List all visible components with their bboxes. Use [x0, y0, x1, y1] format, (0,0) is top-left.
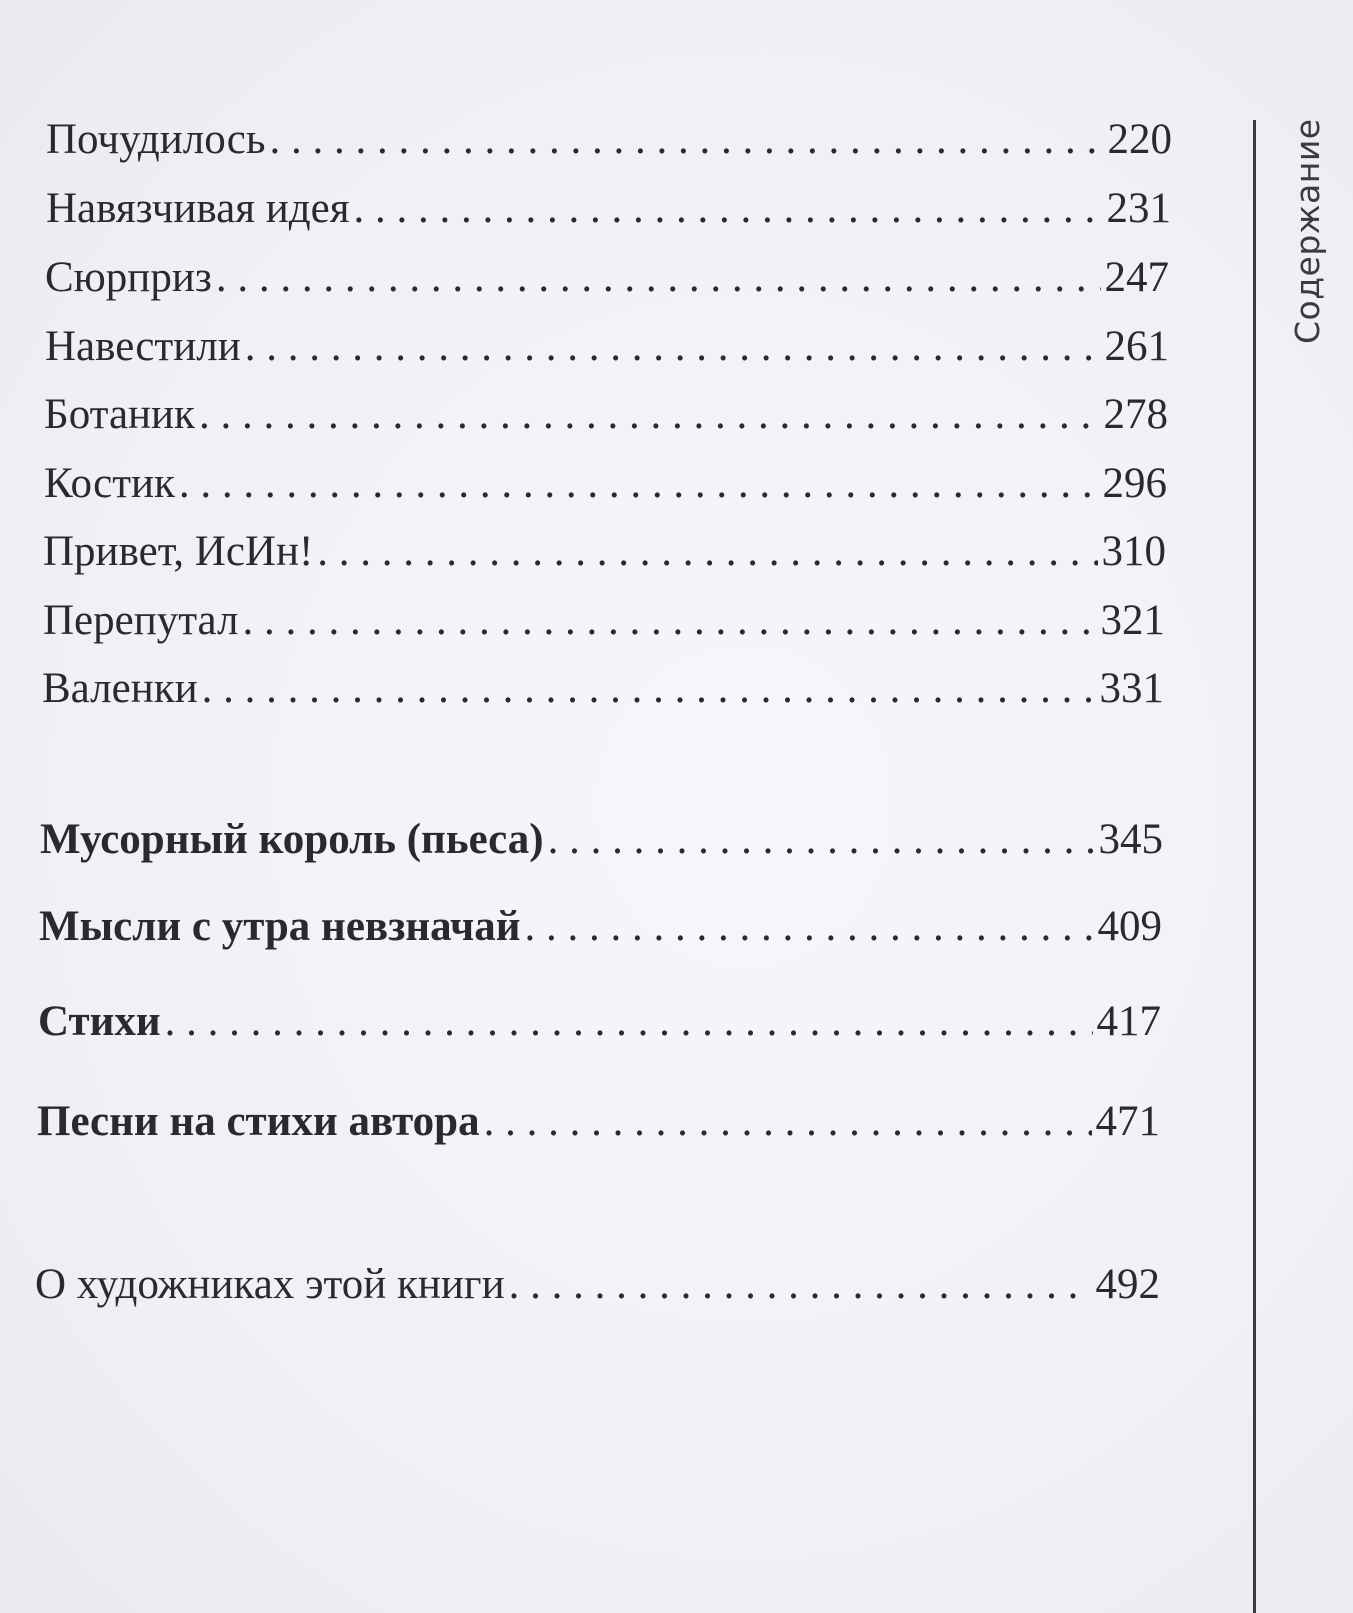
toc-entry-title: Костик	[44, 460, 175, 507]
toc-entry-section	[40, 818, 1163, 861]
toc-entry-page: 492	[1095, 1261, 1160, 1308]
dot-leader	[484, 1100, 1092, 1143]
toc-entry-title: Мысли с утра невзначай	[39, 903, 521, 950]
toc-entry-page: 321	[1100, 597, 1165, 644]
toc-entry-title: Стихи	[38, 998, 161, 1045]
toc-entry-page: 278	[1103, 391, 1168, 438]
toc-entry	[46, 118, 1172, 161]
toc-entry	[44, 393, 1168, 436]
toc-entry-page: 409	[1097, 903, 1162, 950]
toc-entry	[45, 325, 1169, 368]
toc-entry-title: Ботаник	[44, 391, 195, 438]
toc-entry-page: 247	[1104, 254, 1169, 301]
dot-leader	[269, 118, 1103, 161]
toc-entry-page: 231	[1106, 185, 1171, 232]
toc-entry	[43, 599, 1165, 642]
dot-leader	[199, 393, 1100, 436]
toc-entry	[35, 1263, 1160, 1306]
toc-entry-title: Привет, ИсИн!	[43, 528, 314, 575]
dot-leader	[179, 462, 1099, 505]
toc-entry-title: Перепутал	[43, 597, 239, 644]
toc-entry	[42, 667, 1164, 710]
dot-leader	[354, 187, 1103, 230]
toc-entry-page: 471	[1095, 1098, 1160, 1145]
toc-entry	[46, 187, 1171, 230]
toc-entry-page: 296	[1102, 460, 1167, 507]
toc-entry-title: Навестили	[45, 323, 241, 370]
toc-entry-title: Почудилось	[46, 116, 266, 163]
toc-entry-page: 331	[1099, 665, 1164, 712]
running-head-label: Содержание	[1288, 118, 1327, 344]
margin-rule	[1253, 120, 1256, 1613]
toc-entry-section	[39, 905, 1162, 948]
toc-entry-page: 310	[1101, 528, 1166, 575]
toc-entry-page: 261	[1104, 323, 1169, 370]
toc-entry-title: О художниках этой книги	[35, 1261, 505, 1308]
toc-entry-page: 345	[1098, 816, 1163, 863]
toc-entry	[43, 530, 1166, 573]
dot-leader	[242, 599, 1096, 642]
toc-entry-title: Песни на стихи автора	[37, 1098, 480, 1145]
toc-entry	[45, 256, 1169, 299]
toc-entry-title: Валенки	[42, 665, 198, 712]
toc-entry-section	[38, 1000, 1161, 1043]
toc-entry-page: 220	[1107, 116, 1172, 163]
toc-entry-title: Навязчивая идея	[46, 185, 350, 232]
toc-entry	[44, 462, 1167, 505]
toc-entry-section	[37, 1100, 1160, 1143]
dot-leader	[548, 818, 1095, 861]
dot-leader	[509, 1263, 1092, 1306]
toc-entry-page: 417	[1096, 998, 1161, 1045]
dot-leader	[317, 530, 1097, 573]
toc-entry-title: Сюрприз	[45, 254, 212, 301]
dot-leader	[202, 667, 1096, 710]
toc-entry-title: Мусорный король (пьеса)	[40, 816, 544, 863]
dot-leader	[216, 256, 1101, 299]
dot-leader	[165, 1000, 1093, 1043]
dot-leader	[245, 325, 1101, 368]
dot-leader	[524, 905, 1093, 948]
